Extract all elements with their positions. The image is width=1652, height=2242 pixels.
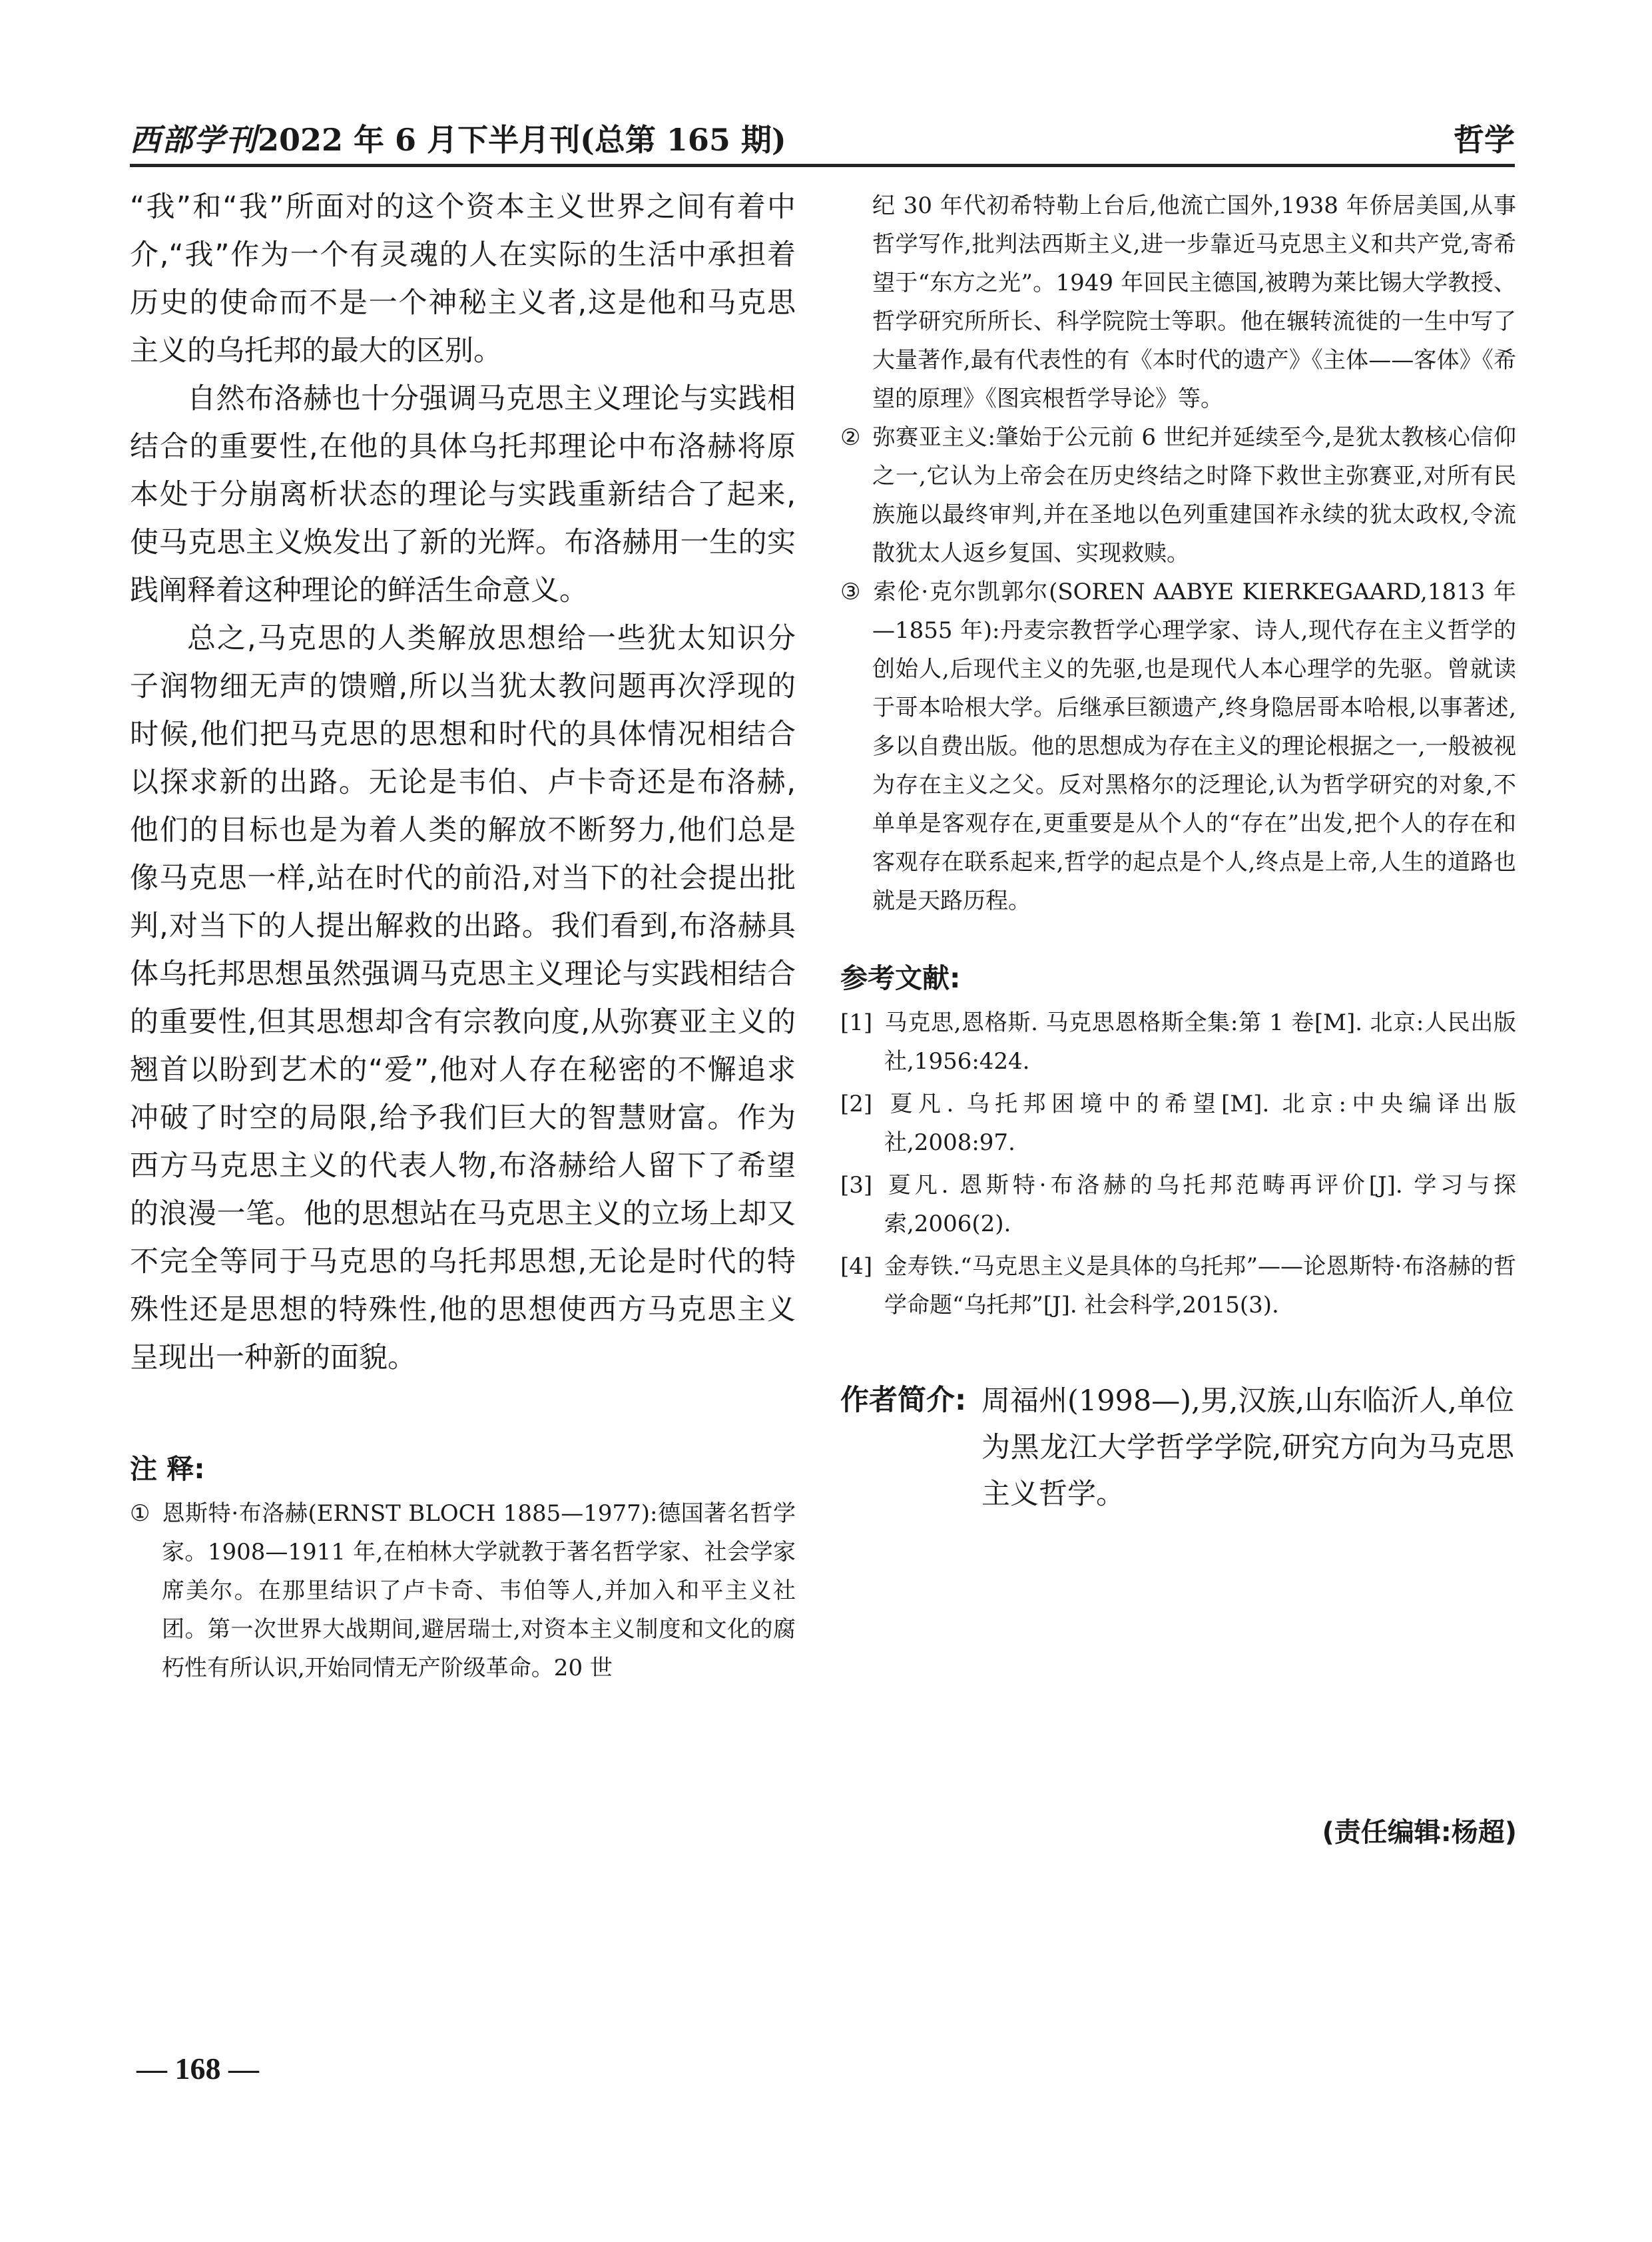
note-2-number: ② [840, 424, 861, 451]
reference-text: 马克思,恩格斯. 马克思恩格斯全集:第 1 卷[M]. 北京:人民出版社,1956:424. [884, 1009, 1516, 1075]
reference-number: [2] [840, 1091, 873, 1117]
body-paragraph-3: 总之,马克思的人类解放思想给一些犹太知识分子润物细无声的馈赠,所以当犹太教问题再次浮现的时候,他们把马克思的思想和时代的具体情况相结合以探求新的出路。无论是韦伯、卢卡奇还是布洛赫,他们的目标也是为着人类的解放不断努力,他们总是像马克思一样,站在时代的前沿,对当下的社会提出批判,对当下的人提出解救的出路。我们看到,布洛赫具体乌托邦思想虽然强调马克思主义理论与实践相结合的重要性,但其思想却含有宗教向度,从弥赛亚主义的翘首以盼到艺术的“爱”,他对人存在秘密的不懈追求冲破了时空的局限,给予我们巨大的智慧财富。作为西方马克思主义的代表人物,布洛赫给人留下了希望的浪漫一笔。他的思想站在马克思主义的立场上却又不完全等同于马克思的乌托邦思想,无论是时代的特殊性还是思想的特殊性,他的思想使西方马克思主义呈现出一种新的面貌。 [130, 622, 796, 1374]
journal-header [130, 116, 786, 160]
left-column [130, 183, 796, 1687]
reference-text: 夏凡. 恩斯特·布洛赫的乌托邦范畴再评价[J]. 学习与探索,2006(2). [884, 1172, 1516, 1237]
note-3-number: ③ [840, 579, 861, 605]
note-2 [840, 418, 1516, 573]
responsible-editor: (责任编辑:杨超) [1322, 1817, 1517, 1848]
note-1-text: 恩斯特·布洛赫(ERNST BLOCH 1885—1977):德国著名哲学家。1908—1911 年,在柏林大学就教于著名哲学家、社会学家席美尔。在那里结识了卢卡奇、韦伯等人,并加入和平主义社团。第一次世界大战期间,避居瑞士,对资本主义制度和文化的腐朽性有所认识,开始同情无产阶级革命。20 世 [162, 1500, 796, 1681]
reference-number: [4] [840, 1253, 873, 1280]
author-bio [840, 1378, 1516, 1551]
body-paragraph-1: “我”和“我”所面对的这个资本主义世界之间有着中介,“我”作为一个有灵魂的人在实际的生活中承担着历史的使命而不是一个神秘主义者,这是他和马克思主义的乌托邦的最大的区别。 [130, 190, 796, 368]
body-paragraph-2: 自然布洛赫也十分强调马克思主义理论与实践相结合的重要性,在他的具体乌托邦理论中布洛赫将原本处于分崩离析状态的理论与实践重新结合了起来,使马克思主义焕发出了新的光辉。布洛赫用一生的实践阐释着这种理论的鲜活生命意义。 [130, 382, 796, 607]
journal-logo: 西部学刊 [130, 122, 258, 158]
note-1-continued: 纪 30 年代初希特勒上台后,他流亡国外,1938 年侨居美国,从事哲学写作,批判法西斯主义,进一步靠近马克思主义和共产党,寄希望于“东方之光”。1949 年回民主德国,被聘为莱比锡大学教授、哲学研究所所长、科学院院士等职。他在辗转流徙的一生中写了大量著作,最有代表性的有《本时代的遗产》《主体——客体》《希望的原理》《图宾根哲学导论》等。 [872, 192, 1516, 412]
reference-item [840, 1003, 1516, 1081]
author-text: 周福州(1998—),男,汉族,山东临沂人,单位为黑龙江大学哲学学院,研究方向为马克思主义哲学。 [981, 1384, 1514, 1511]
note-3 [840, 573, 1516, 920]
notes-title: 注 释: [130, 1453, 205, 1485]
reference-number: [3] [840, 1172, 873, 1199]
author-label: 作者简介: [840, 1384, 967, 1417]
reference-item [840, 1247, 1516, 1324]
reference-text: 金寿铁.“马克思主义是具体的乌托邦”——论恩斯特·布洛赫的哲学命题“乌托邦”[J]. 社会科学,2015(3). [884, 1253, 1516, 1318]
reference-item [840, 1085, 1516, 1162]
note-1-number: ① [130, 1500, 150, 1527]
note-3-text: 索伦·克尔凯郭尔(SOREN AABYE KIERKEGAARD,1813 年—1855 年):丹麦宗教哲学心理学家、诗人,现代存在主义哲学的创始人,后现代主义的先驱,也是现代人本心理学的先驱。曾就读于哥本哈根大学。后继承巨额遗产,终身隐居哥本哈根,以事著述,多以自费出版。他的思想成为存在主义的理论根据之一,一般被视为存在主义之父。反对黑格尔的泛理论,认为哲学研究的对象,不单单是客观存在,更重要是从个人的“存在”出发,把个人的存在和客观存在联系起来,哲学的起点是个人,终点是上帝,人生的道路也就是天路历程。 [872, 579, 1516, 914]
issue-info: 2022 年 6 月下半月刊(总第 165 期) [258, 122, 786, 158]
page-number: — 168 — [137, 2052, 259, 2086]
section-label: 哲学 [1454, 122, 1515, 158]
note-1 [130, 1494, 796, 1687]
references-title: 参考文献: [840, 962, 961, 994]
reference-number: [1] [840, 1009, 873, 1036]
reference-text: 夏凡. 乌托邦困境中的希望[M]. 北京:中央编译出版社,2008:97. [884, 1091, 1516, 1156]
right-column [840, 186, 1516, 1551]
note-2-text: 弥赛亚主义:肇始于公元前 6 世纪并延续至今,是犹太教核心信仰之一,它认为上帝会在历史终结之时降下救世主弥赛亚,对所有民族施以最终审判,并在圣地以色列重建国祚永续的犹太政权,令流散犹太人返乡复国、实现救赎。 [872, 424, 1516, 567]
reference-item [840, 1166, 1516, 1243]
page-header [130, 112, 1515, 167]
